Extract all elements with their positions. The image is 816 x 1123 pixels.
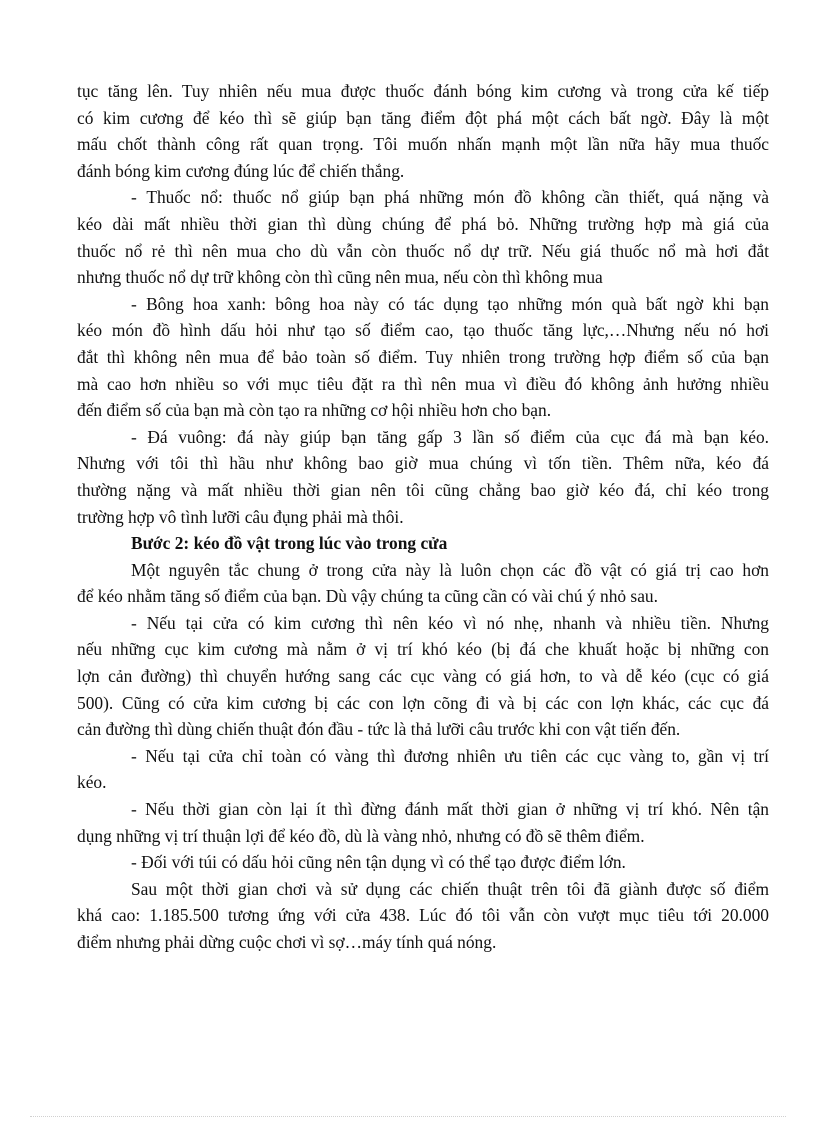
text-line: 500). Cũng có cửa kim cương bị các con lợn cõng đi và bị các con lợn khác, các cục đá — [77, 692, 769, 713]
text-line: nhưng thuốc nổ dự trữ không còn thì cũng nên mua, nếu còn thì không mua — [77, 267, 603, 288]
text-line: kéo món đồ hình dấu hỏi như tạo số điểm cao, tạo thuốc tăng lực,…Nhưng nếu nó hơi — [77, 320, 769, 341]
text-line: cản đường thì dùng chiến thuật đón đầu - tức là thả lưỡi câu trước khi con vật tiến đến. — [77, 719, 681, 740]
text-line: kéo dài mất nhiều thời gian thì dùng chúng để phá bỏ. Những trường hợp mà giá của — [77, 213, 769, 234]
text-line: trường hợp vô tình lưỡi câu đụng phải mà thôi. — [77, 506, 404, 527]
section-heading: Bước 2: kéo đồ vật trong lúc vào trong cửa — [131, 533, 448, 554]
text-line: kéo. — [77, 772, 107, 793]
text-line: lợn cản đường) thì chuyển hướng sang các cục vàng có giá hơn, to và dễ kéo (cục có giá — [77, 666, 769, 687]
document-body — [77, 78, 769, 956]
page-footer-rule — [30, 1116, 786, 1117]
text-line: điểm nhưng phải dừng cuộc chơi vì sợ…máy tính quá nóng. — [77, 932, 497, 952]
text-line: - Đá vuông: đá này giúp bạn tăng gấp 3 lần số điểm của cục đá mà bạn kéo. — [131, 426, 769, 447]
text-line: - Nếu tại cửa có kim cương thì nên kéo vì nó nhẹ, nhanh và nhiều tiền. Nhưng — [131, 612, 769, 633]
text-line: khá cao: 1.185.500 tương ứng với cửa 438. Lúc đó tôi vẫn còn vượt mục tiêu tới 20.000 — [77, 905, 769, 926]
text-line: đánh bóng kim cương đúng lúc để chiến thắng. — [77, 160, 405, 181]
text-line: Nhưng với tôi thì hầu như không bao giờ mua chúng vì tốn tiền. Thêm nữa, kéo đá — [77, 453, 769, 474]
text-line: Sau một thời gian chơi và sử dụng các chiến thuật trên tôi đã giành được số điểm — [131, 878, 769, 899]
text-line: nếu những cục kim cương mà nằm ở vị trí khó kéo (bị đá che khuất hoặc bị những con — [77, 639, 769, 660]
text-line: - Nếu thời gian còn lại ít thì đừng đánh mất thời gian ở những vị trí khó. Nên tận — [131, 799, 769, 820]
text-line: đến điểm số của bạn mà còn tạo ra những cơ hội nhiều hơn cho bạn. — [77, 400, 552, 421]
text-line: mà cao hơn nhiều so với mục tiêu đặt ra thì nên mua vì điều đó không ảnh hưởng nhiều — [77, 373, 769, 394]
text-line: có kim cương để kéo thì sẽ giúp bạn tăng điểm đột phá một cách bất ngờ. Đây là một — [77, 107, 769, 128]
text-line: - Bông hoa xanh: bông hoa này có tác dụng tạo những món quà bất ngờ khi bạn — [131, 293, 769, 314]
text-line: đắt thì không nên mua để bảo toàn số điểm. Tuy nhiên trong trường hợp điểm số của bạn — [77, 346, 769, 367]
text-line: mấu chốt thành công rất quan trọng. Tôi muốn nhấn mạnh một lần nữa hãy mua thuốc — [77, 134, 769, 155]
text-line: để kéo nhằm tăng số điểm của bạn. Dù vậy chúng ta cũng cần có vài chú ý nhỏ sau. — [77, 586, 658, 607]
text-line: dụng những vị trí thuận lợi để kéo đồ, dù là vàng nhỏ, nhưng có đồ sẽ thêm điểm. — [77, 825, 645, 846]
text-line: thường nặng và mất nhiều thời gian nên tôi cũng chẳng bao giờ kéo đá, chỉ kéo trong — [77, 479, 769, 500]
text-line: tục tăng lên. Tuy nhiên nếu mua được thuốc đánh bóng kim cương và trong cửa kế tiếp — [77, 81, 769, 101]
text-line: - Nếu tại cửa chỉ toàn có vàng thì đương nhiên ưu tiên các cục vàng to, gần vị trí — [131, 745, 769, 766]
text-line: - Đối với túi có dấu hỏi cũng nên tận dụng vì có thể tạo được điểm lớn. — [131, 852, 626, 873]
text-line: thuốc nổ rẻ thì nên mua cho dù vẫn còn thuốc nổ dự trữ. Nếu giá thuốc nổ mà hơi đắt — [77, 240, 769, 261]
text-line: - Thuốc nổ: thuốc nổ giúp bạn phá những món đồ không cần thiết, quá nặng và — [131, 187, 769, 208]
text-line: Một nguyên tắc chung ở trong cửa này là luôn chọn các đồ vật có giá trị cao hơn — [131, 559, 769, 580]
